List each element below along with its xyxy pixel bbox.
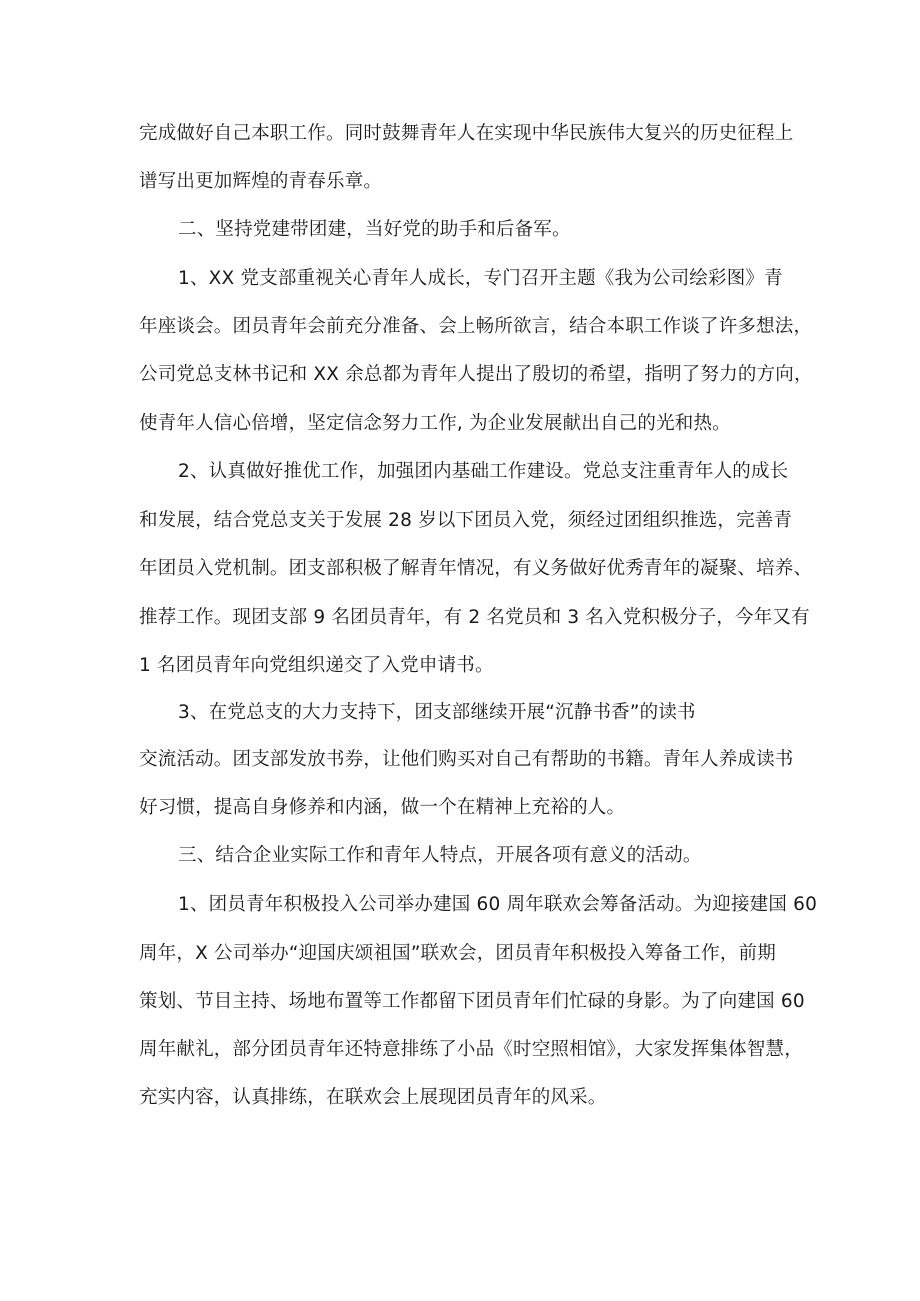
text-line: 交流活动。团支部发放书券，让他们购买对自己有帮助的书籍。青年人养成读书 (139, 749, 794, 770)
text-line: 和发展，结合党总支关于发展 28 岁以下团员入党，须经过团组织推选，完善青 (139, 510, 793, 531)
text-line: 3、在党总支的大力支持下，团支部继续开展“沉静书香”的读书 (178, 702, 696, 723)
text-line: 周年献礼，部分团员青年还特意排练了小品《时空照相馆》，大家发挥集体智慧， (139, 1039, 803, 1060)
text-line: 好习惯，提高自身修养和内涵，做一个在精神上充裕的人。 (139, 797, 626, 818)
text-line: 年团员入党机制。团支部积极了解青年情况，有义务做好优秀青年的凝聚、培养、 (139, 558, 813, 579)
text-line: 公司党总支林书记和 XX 余总都为青年人提出了殷切的希望，指明了努力的方向， (139, 364, 813, 385)
section-heading: 二、坚持党建带团建，当好党的助手和后备军。 (178, 219, 571, 240)
text-line: 完成做好自己本职工作。同时鼓舞青年人在实现中华民族伟大复兴的历史征程上 (139, 123, 794, 144)
text-line: 周年，X 公司举办“迎国庆颂祖国”联欢会，团员青年积极投入筹备工作，前期 (139, 943, 776, 964)
text-line: 1 名团员青年向党组织递交了入党申请书。 (139, 655, 494, 676)
section-heading: 三、结合企业实际工作和青年人特点，开展各项有意义的活动。 (178, 845, 702, 866)
text-line: 2、认真做好推优工作，加强团内基础工作建设。党总支注重青年人的成长 (178, 461, 789, 482)
text-line: 推荐工作。现团支部 9 名团员青年，有 2 名党员和 3 名入党积极分子，今年又有 (139, 607, 810, 628)
text-line: 年座谈会。团员青年会前充分准备、会上畅所欲言，结合本职工作谈了许多想法， (139, 316, 813, 337)
text-line: 充实内容，认真排练，在联欢会上展现团员青年的风采。 (139, 1087, 607, 1108)
text-line: 谱写出更加辉煌的青春乐章。 (139, 171, 383, 192)
text-line: 使青年人信心倍增，坚定信念努力工作, 为企业发展献出自己的光和热。 (139, 413, 731, 434)
text-line: 1、XX 党支部重视关心青年人成长，专门召开主题《我为公司绘彩图》青 (178, 268, 783, 289)
text-line: 1、团员青年积极投入公司举办建国 60 周年联欢会筹备活动。为迎接建国 60 (178, 894, 818, 915)
text-line: 策划、节目主持、场地布置等工作都留下团员青年们忙碌的身影。为了向建国 60 (139, 991, 805, 1012)
